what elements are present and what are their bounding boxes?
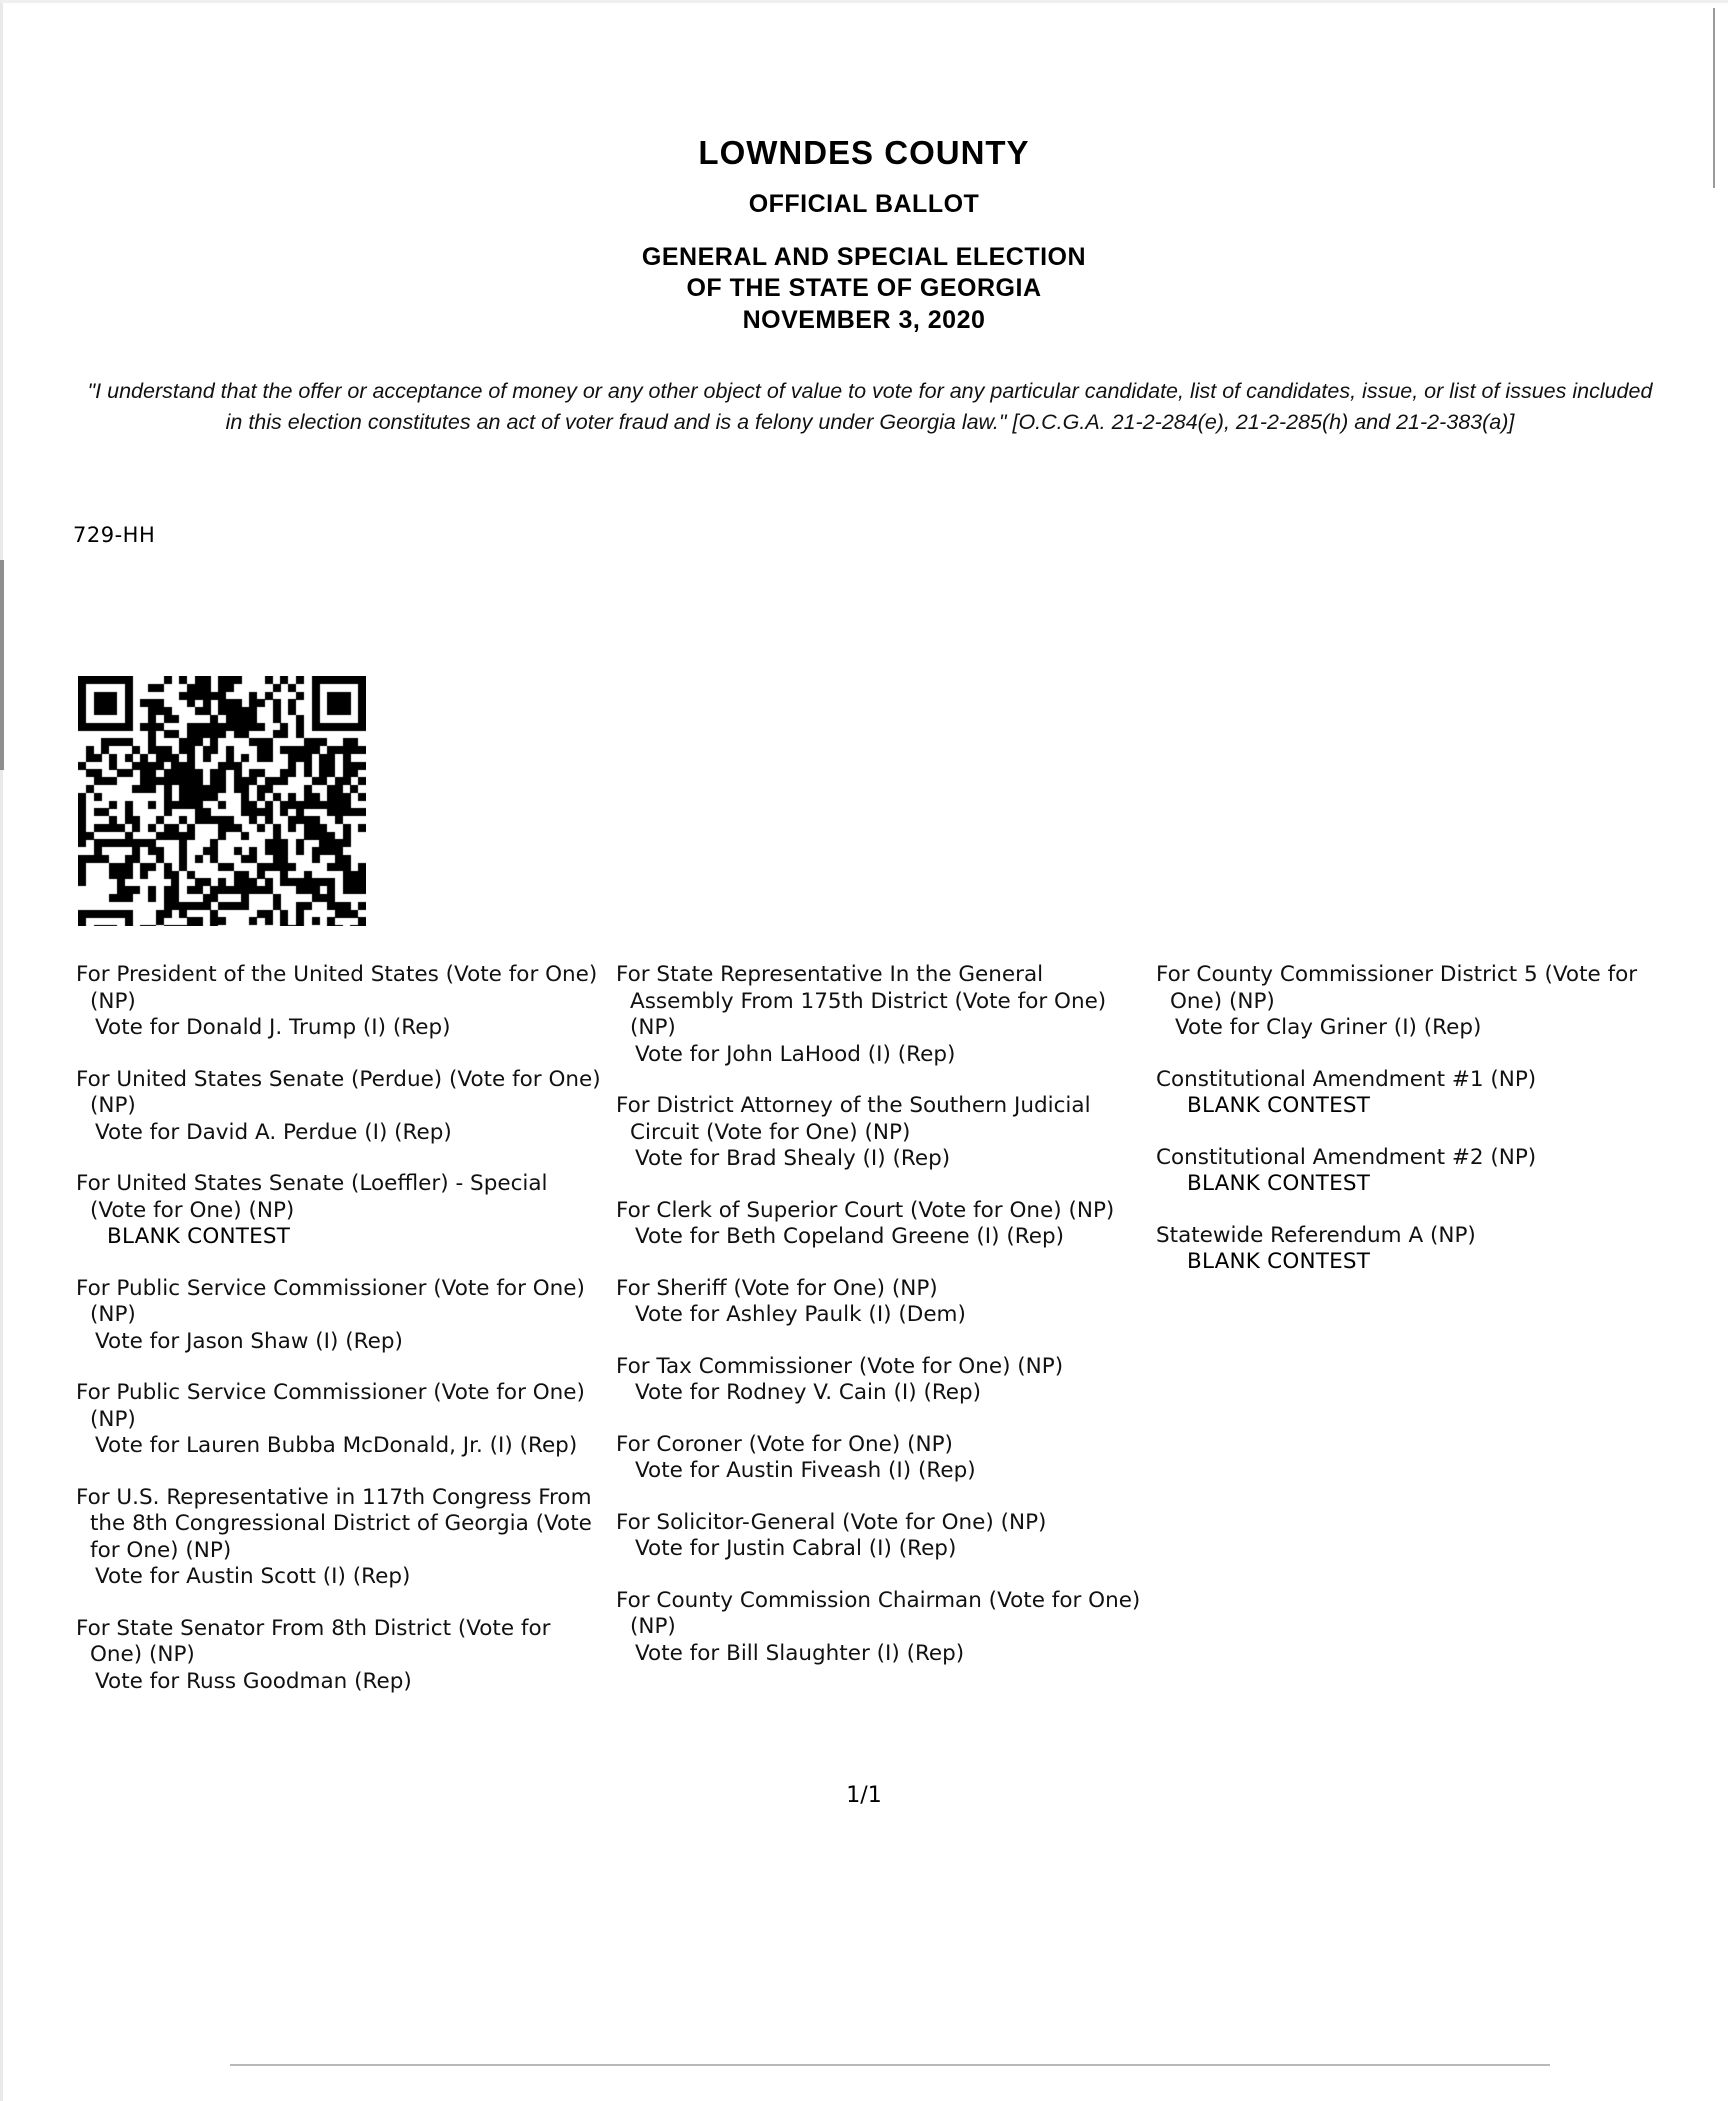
contest-selection: Vote for Austin Fiveash (I) (Rep) [635, 1458, 976, 1483]
contest-title: For U.S. Representative in 117th Congress From the 8th Congressional District of Georgia (Vote for One) (NP) [76, 1484, 592, 1563]
contest-selection: Vote for Bill Slaughter (I) (Rep) [635, 1640, 965, 1666]
contest [616, 1510, 1146, 1563]
voter-fraud-oath-text: "I understand that the offer or acceptance of money or any other object of value to vote for any particular candidate, list of candidates, issue, or list of issues included in this election constitutes an act of voter fraud and is a felony under Georgia law." [O.C.G.A. 21-2-284(e), 21-2-285(h) and 21-2-383(a)] [87, 379, 1653, 434]
contest-title: For County Commissioner District 5 (Vote for One) (NP) [1156, 962, 1638, 1014]
contest [76, 1067, 606, 1147]
contest-selection: Vote for Clay Griner (I) (Rep) [1175, 1015, 1482, 1040]
page-subtitle-official-ballot: OFFICIAL BALLOT [748, 190, 980, 218]
contest [616, 1093, 1146, 1173]
contest [76, 1276, 606, 1356]
contest-title: For Coroner (Vote for One) (NP) [616, 1431, 953, 1457]
contest [76, 962, 606, 1042]
blank-contest-label: BLANK CONTEST [1187, 1093, 1371, 1118]
contest [76, 1485, 606, 1591]
contest-selection: Vote for Lauren Bubba McDonald, Jr. (I) (Rep) [95, 1433, 578, 1458]
contest [616, 1588, 1146, 1668]
contest-selection: Vote for Justin Cabral (I) (Rep) [635, 1536, 957, 1561]
contest-selection: Vote for Donald J. Trump (I) (Rep) [95, 1015, 451, 1040]
contest-columns [0, 962, 1728, 1722]
blank-contest-label: BLANK CONTEST [1187, 1249, 1371, 1274]
contest-title: For District Attorney of the Southern Judicial Circuit (Vote for One) (NP) [616, 1093, 1091, 1145]
contest-title: For Public Service Commissioner (Vote for One) (NP) [76, 1380, 585, 1432]
contest-title: For State Representative In the General Assembly From 175th District (Vote for One) (NP) [616, 962, 1107, 1040]
contest-title: For Solicitor-General (Vote for One) (NP) [616, 1509, 1047, 1535]
contest-selection: Vote for John LaHood (I) (Rep) [635, 1041, 956, 1067]
contest-selection: Vote for Ashley Paulk (I) (Dem) [635, 1302, 966, 1327]
ballot-style-id: 729-HH [73, 523, 156, 547]
contest-column-2 [616, 962, 1146, 1692]
contest [76, 1380, 606, 1460]
contest-title: For Sheriff (Vote for One) (NP) [616, 1275, 938, 1301]
blank-contest-label: BLANK CONTEST [1187, 1171, 1371, 1196]
election-title-line-1: GENERAL AND SPECIAL ELECTION [641, 243, 1087, 271]
contest-title: For Clerk of Superior Court (Vote for One) (NP) [616, 1197, 1115, 1223]
election-date: NOVEMBER 3, 2020 [742, 306, 986, 334]
contest-title: For United States Senate (Loeffler) - Special (Vote for One) (NP) [76, 1171, 548, 1223]
contest [616, 1198, 1146, 1251]
scan-artifact-left-tick [0, 560, 4, 770]
contest [616, 1276, 1146, 1329]
contest-selection: Vote for Beth Copeland Greene (I) (Rep) [635, 1224, 1064, 1249]
contest-title: For County Commission Chairman (Vote for One) (NP) [616, 1587, 1141, 1639]
contest-selection: Vote for Rodney V. Cain (I) (Rep) [635, 1380, 982, 1405]
contest [1156, 1145, 1676, 1198]
contest-title: For State Senator From 8th District (Vote for One) (NP) [76, 1615, 551, 1667]
contest [1156, 1067, 1676, 1120]
contest-selection: Vote for Russ Goodman (Rep) [95, 1668, 412, 1694]
contest [616, 962, 1146, 1068]
contest-title: Constitutional Amendment #2 (NP) [1156, 1144, 1537, 1170]
contest-column-1 [76, 962, 606, 1720]
election-title-line-2: OF THE STATE OF GEORGIA [686, 274, 1042, 302]
contest [1156, 962, 1676, 1042]
scan-artifact-bottom-rule [230, 2064, 1550, 2066]
contest [616, 1432, 1146, 1485]
contest-column-3 [1156, 962, 1676, 1301]
page-number: 1/1 [846, 1783, 882, 1808]
contest-title: Statewide Referendum A (NP) [1156, 1222, 1476, 1248]
contest-selection: Vote for Austin Scott (I) (Rep) [95, 1564, 411, 1589]
contest-title: Constitutional Amendment #1 (NP) [1156, 1066, 1537, 1092]
ballot-qr-code [78, 676, 366, 926]
contest [1156, 1223, 1676, 1276]
contest-title: For President of the United States (Vote for One) (NP) [76, 962, 598, 1014]
contest-title: For Public Service Commissioner (Vote for One) (NP) [76, 1275, 585, 1327]
contest-title: For Tax Commissioner (Vote for One) (NP) [616, 1353, 1064, 1379]
page-title-county: LOWNDES COUNTY [698, 134, 1030, 171]
contest [76, 1171, 606, 1251]
contest-selection: Vote for David A. Perdue (I) (Rep) [95, 1119, 452, 1145]
contest [76, 1616, 606, 1696]
scan-artifact-top-edge [0, 0, 1728, 3]
contest-title: For United States Senate (Perdue) (Vote for One) (NP) [76, 1066, 601, 1118]
contest-selection: Vote for Brad Shealy (I) (Rep) [635, 1146, 951, 1171]
contest-selection: Vote for Jason Shaw (I) (Rep) [95, 1328, 403, 1354]
blank-contest-label: BLANK CONTEST [107, 1224, 291, 1249]
contest [616, 1354, 1146, 1407]
